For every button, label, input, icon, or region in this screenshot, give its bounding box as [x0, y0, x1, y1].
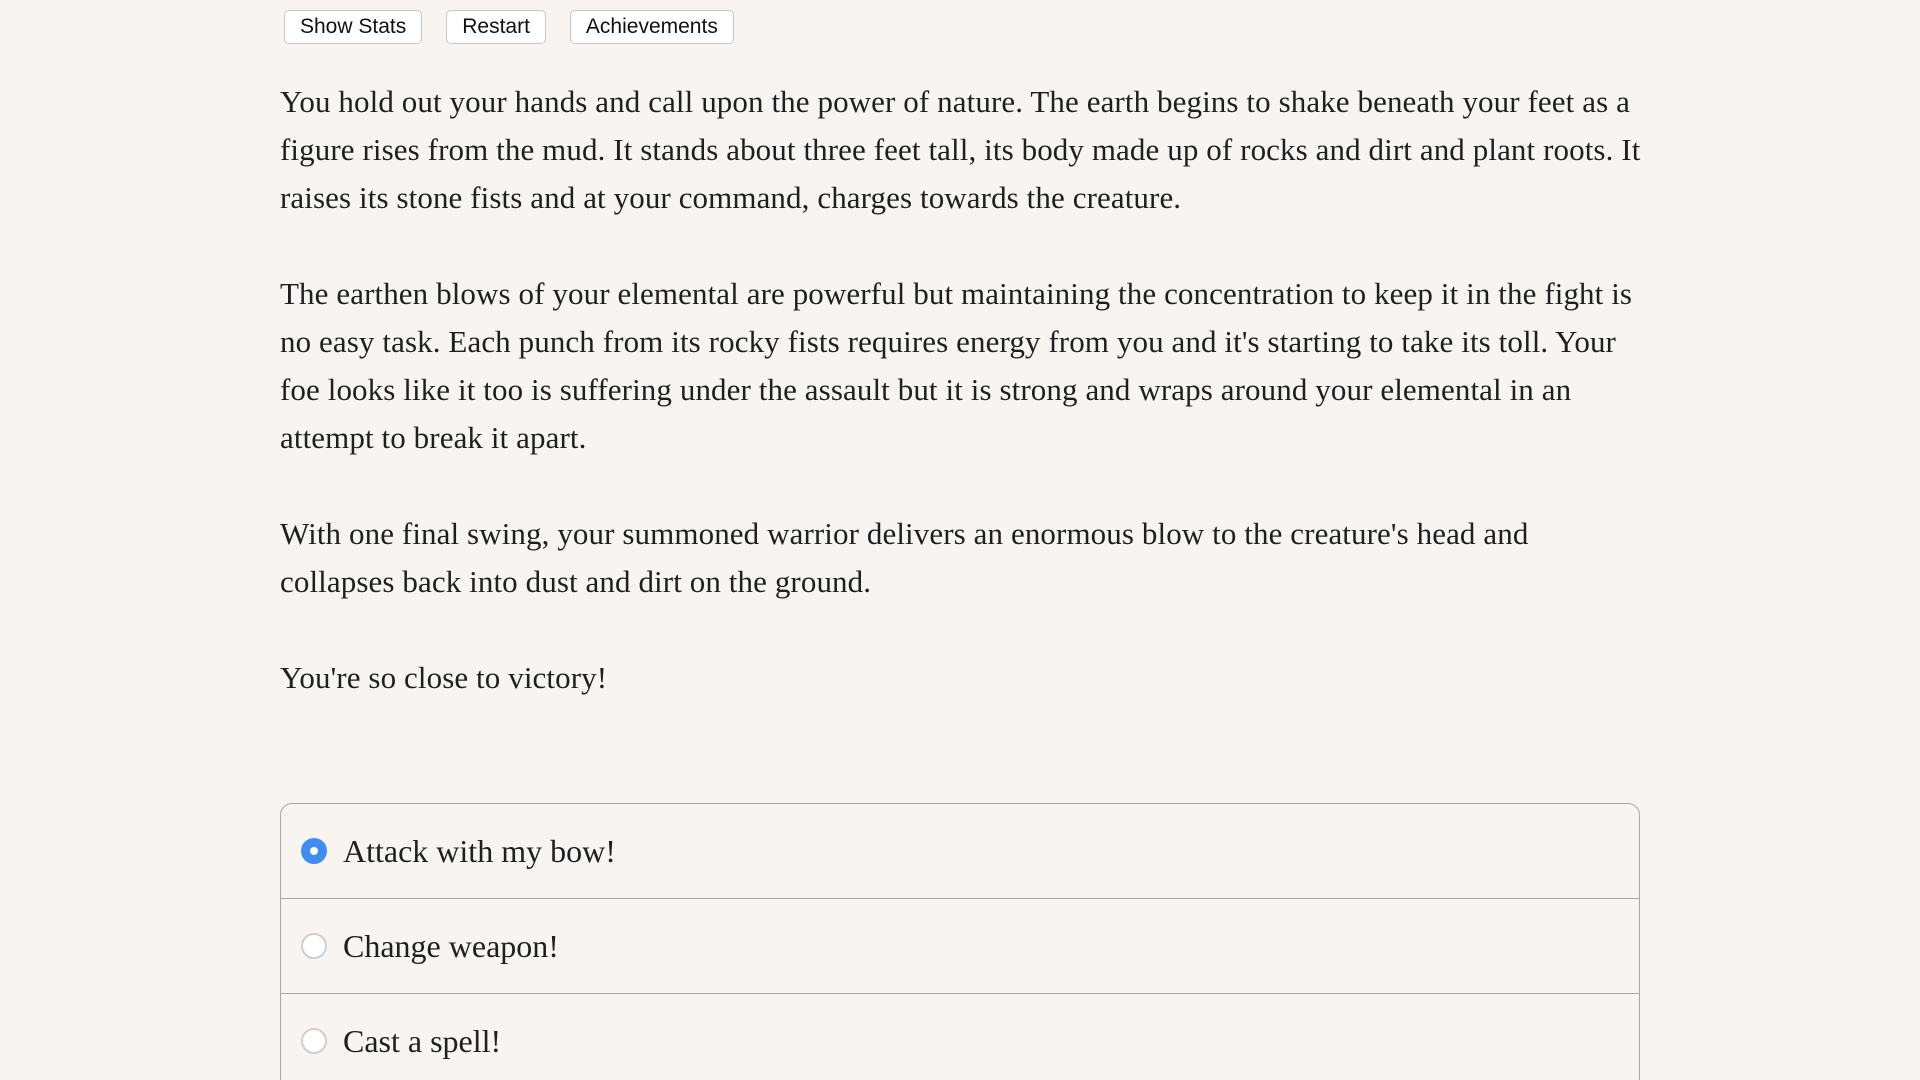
choice-label: Cast a spell! [343, 1023, 502, 1059]
show-stats-button[interactable]: Show Stats [284, 10, 422, 44]
restart-button[interactable]: Restart [446, 10, 546, 44]
story-paragraph: With one final swing, your summoned warrior delivers an enormous blow to the creature's head and collapses back into dust and dirt on the ground. [280, 516, 1529, 599]
story-paragraph: The earthen blows of your elemental are powerful but maintaining the concentration to keep it in the fight is no easy task. Each punch from its rocky fists requires energy from you and it's starting to take its toll. Your foe looks like it too is suffering under the assault but it is strong and wraps around your elemental in an attempt to break it apart. [280, 276, 1633, 455]
story-paragraph: You're so close to victory! [280, 660, 608, 695]
choice-attack-with-bow[interactable] [281, 804, 1639, 899]
choice-label: Change weapon! [343, 928, 559, 964]
choice-list [280, 803, 1640, 1080]
radio-button[interactable] [301, 838, 327, 864]
radio-button[interactable] [301, 933, 327, 959]
achievements-button[interactable]: Achievements [570, 10, 734, 44]
toolbar [284, 10, 734, 44]
choice-label: Attack with my bow! [343, 833, 616, 869]
choice-cast-spell[interactable] [281, 994, 1639, 1080]
story-text [280, 78, 1650, 750]
radio-button[interactable] [301, 1028, 327, 1054]
story-paragraph: You hold out your hands and call upon the power of nature. The earth begins to shake beneath your feet as a figure rises from the mud. It stands about three feet tall, its body made up of rocks and dirt and plant roots. It raises its stone fists and at your command, charges towards the creature. [280, 84, 1641, 215]
choice-change-weapon[interactable] [281, 899, 1639, 994]
